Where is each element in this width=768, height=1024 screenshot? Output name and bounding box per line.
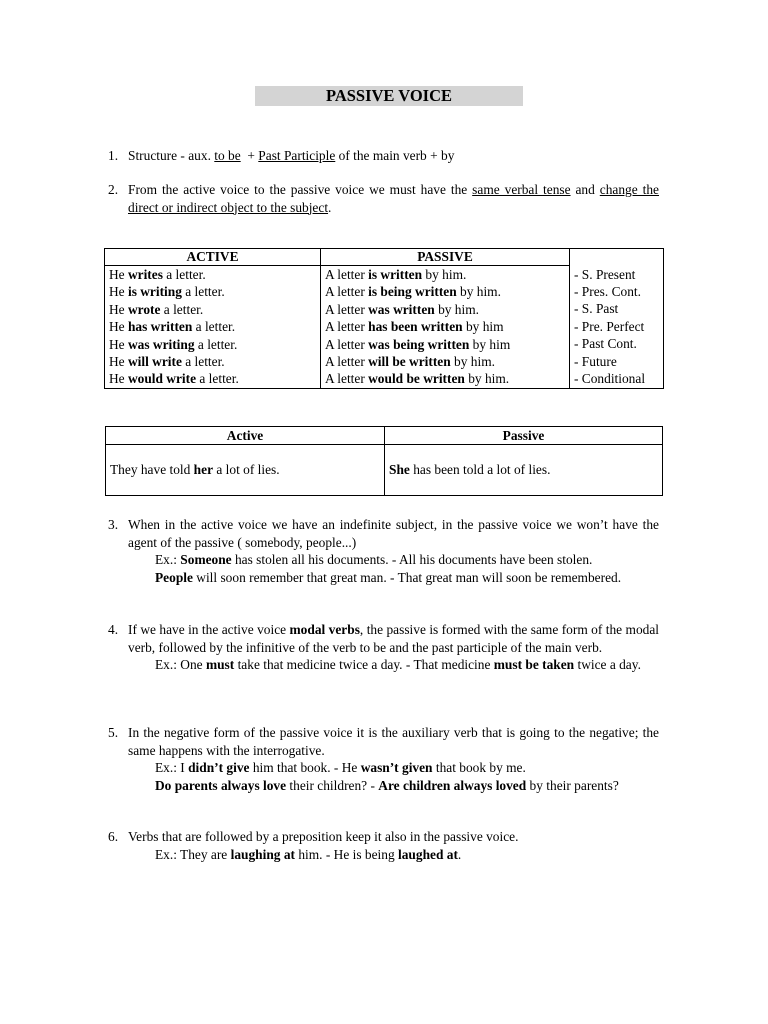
example-table bbox=[105, 426, 663, 496]
active-sentence: He will write a letter. bbox=[109, 354, 225, 370]
table-row bbox=[106, 445, 663, 496]
tense-label: - Future bbox=[574, 353, 617, 369]
passive-cell bbox=[321, 266, 570, 389]
tense-label: - Past Cont. bbox=[574, 336, 637, 352]
tense-label: - Conditional bbox=[574, 370, 646, 386]
header-active: ACTIVE bbox=[105, 249, 321, 266]
list-item-3 bbox=[108, 516, 659, 586]
list-item-1 bbox=[108, 147, 659, 165]
passive-sentence: A letter was being written by him bbox=[325, 336, 511, 352]
item-number: 3. bbox=[108, 517, 119, 532]
text-run: of the main verb + by bbox=[335, 148, 455, 163]
text-run: and bbox=[570, 182, 600, 197]
text-run: From the active voice to the passive voice we must have the bbox=[128, 182, 473, 197]
list-item-2 bbox=[108, 181, 659, 216]
active-sentence: He writes a letter. bbox=[109, 267, 206, 282]
active-sentence: He was writing a letter. bbox=[109, 336, 238, 352]
item-number: 6. bbox=[108, 829, 119, 844]
text-run: . bbox=[328, 199, 332, 215]
list-item-5 bbox=[108, 724, 659, 794]
active-example-cell: They have told her a lot of lies. bbox=[106, 445, 385, 496]
header-passive: Passive bbox=[385, 427, 663, 445]
active-sentence: He has written a letter. bbox=[109, 319, 236, 335]
tense-cell bbox=[570, 266, 664, 389]
example-line: People will soon remember that great man. - That great man will soon be remembered. bbox=[155, 569, 622, 585]
item-text: Verbs that are followed by a preposition keep it also in the passive voice. bbox=[128, 829, 519, 844]
table-header-row bbox=[105, 249, 664, 266]
active-sentence: He wrote a letter. bbox=[109, 301, 204, 317]
passive-sentence: A letter would be written by him. bbox=[325, 371, 510, 387]
passive-example-cell: She has been told a lot of lies. bbox=[385, 445, 663, 496]
list-item-6 bbox=[108, 828, 659, 863]
passive-sentence: A letter is written by him. bbox=[325, 267, 467, 282]
active-sentence: He would write a letter. bbox=[109, 371, 239, 387]
example-line: Ex.: Someone has stolen all his documents. - All his documents have been stolen. bbox=[155, 552, 593, 567]
underlined-text: Past Participle bbox=[258, 148, 336, 163]
item-text bbox=[128, 181, 659, 216]
item-text bbox=[128, 147, 659, 165]
item-number: 5. bbox=[108, 725, 119, 740]
example-line: Ex.: I didn’t give him that book. - He wasn’t given that book by me. bbox=[155, 760, 526, 775]
underlined-text: same verbal tense bbox=[472, 182, 571, 197]
list-item-4 bbox=[108, 621, 659, 674]
tense-label: - Pre. Perfect bbox=[574, 318, 645, 334]
tense-label: - S. Past bbox=[574, 301, 619, 317]
tense-table bbox=[104, 248, 664, 389]
header-active: Active bbox=[106, 427, 385, 445]
item-number: 4. bbox=[108, 622, 119, 637]
item-text: If we have in the active voice modal verbs, the passive is formed with the same form of the modal verb, followed by the infinitive of the verb to be and the past participle of the main verb. bbox=[128, 622, 660, 655]
item-number: 2. bbox=[108, 182, 119, 197]
tense-label: - Pres. Cont. bbox=[574, 283, 641, 299]
item-text: In the negative form of the passive voice it is the auxiliary verb that is going to the negative; the same happens with the interrogative. bbox=[128, 725, 659, 758]
text-run: Structure - aux. bbox=[128, 148, 215, 163]
passive-sentence: A letter is being written by him. bbox=[325, 284, 501, 300]
page-title: PASSIVE VOICE bbox=[255, 86, 523, 106]
header-empty bbox=[570, 249, 664, 266]
tense-label: - S. Present bbox=[574, 266, 636, 282]
table-row bbox=[105, 266, 664, 389]
text-run: + bbox=[240, 148, 259, 163]
example-line: Ex.: They are laughing at him. - He is being laughed at. bbox=[155, 846, 462, 862]
underlined-text: change the direct or indirect object to the subject bbox=[128, 182, 660, 215]
example-line: Do parents always love their children? - Are children always loved by their parents? bbox=[155, 777, 619, 793]
table-header-row bbox=[106, 427, 663, 445]
header-passive: PASSIVE bbox=[321, 249, 570, 266]
passive-sentence: A letter has been written by him bbox=[325, 319, 504, 335]
passive-sentence: A letter will be written by him. bbox=[325, 354, 495, 370]
underlined-text: to be bbox=[214, 148, 241, 163]
active-sentence: He is writing a letter. bbox=[109, 284, 225, 300]
item-number: 1. bbox=[108, 148, 119, 163]
active-cell bbox=[105, 266, 321, 389]
example-line: Ex.: One must take that medicine twice a day. - That medicine must be taken twice a day. bbox=[155, 657, 641, 672]
item-text: When in the active voice we have an indefinite subject, in the passive voice we won’t have the agent of the passive ( somebody, people...) bbox=[128, 517, 659, 550]
passive-sentence: A letter was written by him. bbox=[325, 301, 479, 317]
